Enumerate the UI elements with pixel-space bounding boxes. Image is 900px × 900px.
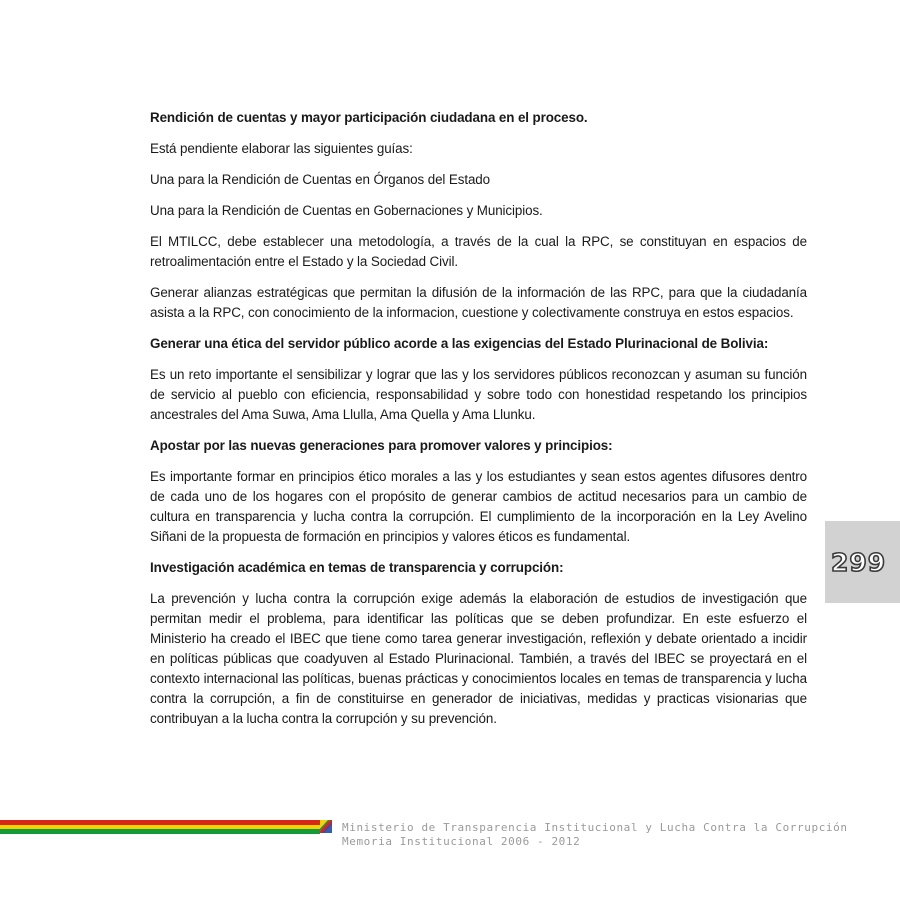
footer-publication-title: Memoria Institucional 2006 - 2012 [342,835,581,848]
wiphala-emblem-icon [320,820,332,833]
paragraph: La prevención y lucha contra la corrupción exige además la elaboración de estudios de investigación que permitan medir el problema, para identificar las políticas que se deben profundizar. En este esfuerzo el Ministerio ha creado el IBEC que tiene como tarea generar investigación, reflexión y debate orientado a incidir en políticas públicas que coadyuven al Estado Plurinacional. También, a través del IBEC se proyectará en el contexto internacional las políticas, buenas prácticas y conocimientos locales en temas de transparencia y lucha contra la corrupción, a fin de constituirse en generador de iniciativas, medidas y practicas visionarias que contribuyan a la lucha contra la corrupción y su prevención. [150,591,807,726]
heading-investigacion: Investigación académica en temas de transparencia y corrupción: [150,560,564,575]
paragraph: El MTILCC, debe establecer una metodología, a través de la cual la RPC, se constituyan en espacios de retroalimentación entre el Estado y la Sociedad Civil. [150,234,807,269]
flag-green-band [0,829,320,834]
heading-etica-servidor: Generar una ética del servidor público acorde a las exigencias del Estado Plurinacional de Bolivia: [150,336,769,351]
heading-nuevas-generaciones: Apostar por las nuevas generaciones para promover valores y principios: [150,438,613,453]
paragraph: Una para la Rendición de Cuentas en Órganos del Estado [150,172,491,187]
page-number-tab [825,521,900,603]
bolivian-flag-stripe [0,820,320,834]
paragraph: Está pendiente elaborar las siguientes guías: [150,141,413,156]
page-number: 299 [831,547,887,577]
paragraph: Es importante formar en principios ético morales a las y los estudiantes y sean estos agentes difusores dentro de cada uno de los hogares con el propósito de generar cambios de actitud necesarios para un cambio de cultura en transparencia y lucha contra la corrupción. El cumplimiento de la incorporación en la Ley Avelino Siñani de la propuesta de formación en principios y valores éticos es fundamental. [150,469,807,544]
paragraph: Generar alianzas estratégicas que permitan la difusión de la información de las RPC, para que la ciudadanía asista a la RPC, con conocimiento de la informacion, cuestione y colectivamente construya en estos espacios. [150,285,807,320]
paragraph: Una para la Rendición de Cuentas en Gobernaciones y Municipios. [150,203,543,218]
page-body [150,108,807,740]
footer-ministry-name: Ministerio de Transparencia Institucional y Lucha Contra la Corrupción [342,821,848,834]
footer [342,821,848,849]
heading-rendicion-cuentas: Rendición de cuentas y mayor participación ciudadana en el proceso. [150,110,588,125]
paragraph: Es un reto importante el sensibilizar y lograr que las y los servidores públicos reconozcan y asuman su función de servicio al pueblo con eficiencia, responsabilidad y sobre todo con honestidad respetando los principios ancestrales del Ama Suwa, Ama Llulla, Ama Quella y Ama Llunku. [150,367,807,422]
